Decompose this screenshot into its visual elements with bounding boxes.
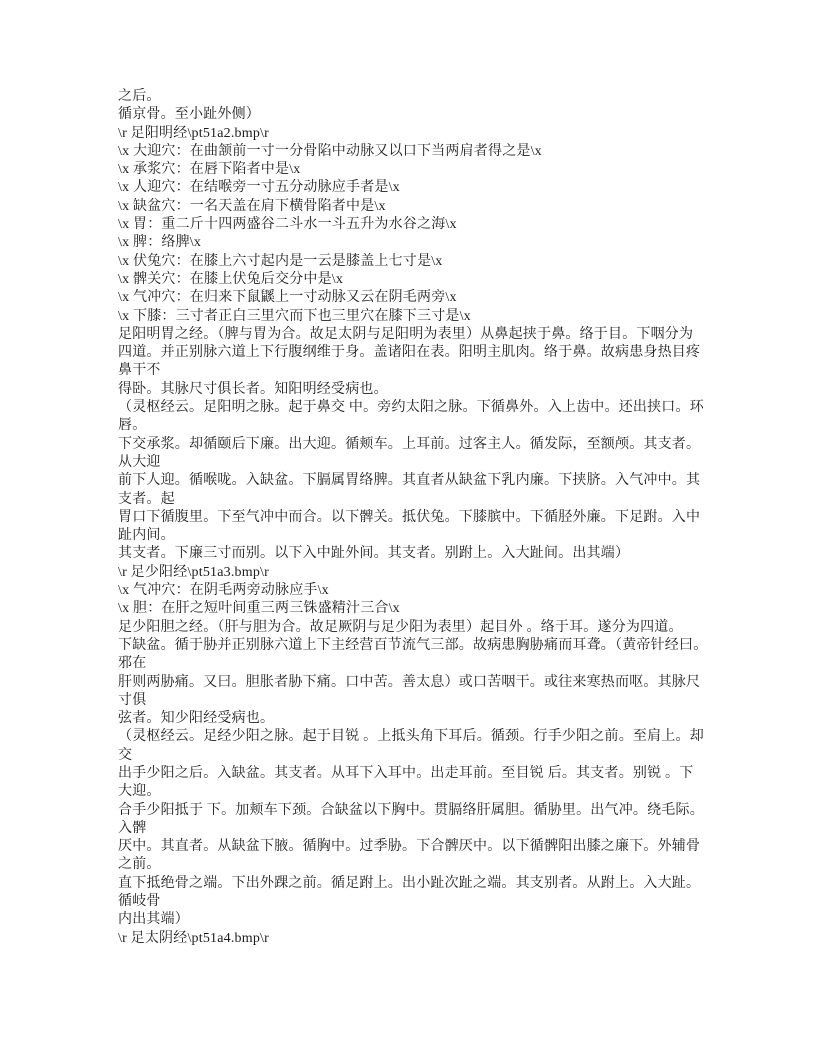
text-line: 下交承浆。却循颐后下廉。出大迎。循颊车。上耳前。过客主人。循发际，至额颅。其支者。 xyxy=(118,436,701,452)
text-line: 出手少阳之后。入缺盆。其支者。从耳下入耳中。出走耳前。至目锐 后。其支者。别锐 。下 xyxy=(118,765,694,781)
text-line: \x 伏兔穴：在膝上六寸起内是一云是膝盖上七寸是\x xyxy=(118,253,443,269)
text-line: 弦者。知少阳经受病也。 xyxy=(118,711,275,727)
text-line: \x 气冲穴：在阴毛两旁动脉应手\x xyxy=(118,583,329,599)
text-line: \x 气冲穴：在归来下鼠鼷上一寸动脉又云在阴毛两旁\x xyxy=(118,290,457,306)
text-line: 大迎。 xyxy=(118,784,161,800)
text-line: \x 髀关穴：在膝上伏兔后交分中是\x xyxy=(118,271,344,287)
text-line: 合手少阳抵于 下。加颊车下颈。合缺盆以下胸中。贯膈络肝属胆。循胁里。出气冲。绕毛际。 xyxy=(118,802,704,818)
text-line: \x 胆：在肝之短叶间重三两三铢盛精汁三合\x xyxy=(118,601,400,617)
text-line: 从大迎 xyxy=(118,454,161,470)
text-line: 之前。 xyxy=(118,857,161,873)
text-line: \r 足少阳经\pt51a3.bmp\r xyxy=(118,564,269,580)
text-line: \x 承浆穴：在唇下陷者中是\x xyxy=(118,162,301,178)
text-line: 足少阳胆之经。（肝与胆为合。故足厥阴与足少阳为表里）起目外 。络于耳。遂分为四道。 xyxy=(118,619,683,635)
text-line: \x 人迎穴：在结喉旁一寸五分动脉应手者是\x xyxy=(118,180,400,196)
text-line: 支者。起 xyxy=(118,491,175,507)
text-line: 唇。 xyxy=(118,418,147,434)
text-line: 肝则两胁痛。又曰。胆胀者胁下痛。口中苦。善太息）或口苦咽干。或往来寒热而呕。其脉尺 xyxy=(118,674,701,690)
text-line: 入髀 xyxy=(118,820,147,836)
text-line: 循京骨。至小趾外侧） xyxy=(118,107,260,123)
text-line: \r 足太阴经\pt51a4.bmp\r xyxy=(118,930,269,946)
text-line: \x 胃：重二斤十四两盛谷二斗水一斗五升为水谷之海\x xyxy=(118,217,457,233)
text-line: （灵枢经云。足阳明之脉。起于鼻交 中。旁约太阳之脉。下循鼻外。入上齿中。还出挟口。环 xyxy=(118,400,704,416)
text-content xyxy=(118,88,758,948)
text-line: 鼻干不 xyxy=(118,363,161,379)
text-line: \x 缺盆穴：一名天盖在肩下横骨陷者中是\x xyxy=(118,198,386,214)
text-line: \x 脾：络脾\x xyxy=(118,235,202,251)
text-line: 足阳明胃之经。（脾与胃为合。故足太阴与足阳明为表里）从鼻起挟于鼻。络于目。下咽分为 xyxy=(118,326,694,342)
text-line: 交 xyxy=(118,747,133,763)
text-line: 循岐骨 xyxy=(118,894,161,910)
text-line: 直下抵绝骨之端。下出外踝之前。循足跗上。出小趾次趾之端。其支别者。从跗上。入大趾。 xyxy=(118,875,701,891)
text-line: 内出其端） xyxy=(118,912,189,928)
text-line: 四道。并正别脉六道上下行腹纲维于身。盖诸阳在表。阳明主肌肉。络于鼻。故病患身热目疼 xyxy=(118,345,701,361)
text-line: 下缺盆。循于胁并正别脉六道上下主经营百节流气三部。故病患胸胁痛而耳聋。（黄帝针经曰。 xyxy=(118,637,708,653)
text-line: 胃口下循腹里。下至气冲中而合。以下髀关。抵伏兔。下膝膑中。下循胫外廉。下足跗。入中 xyxy=(118,509,701,525)
text-line: \x 大迎穴：在曲颔前一寸一分骨陷中动脉又以口下当两肩者得之是\x xyxy=(118,143,542,159)
text-line: 前下人迎。循喉咙。入缺盆。下膈属胃络脾。其直者从缺盆下乳内廉。下挟脐。入气冲中。其 xyxy=(118,473,701,489)
text-line: 趾内间。 xyxy=(118,528,175,544)
text-line: （灵枢经云。足经少阳之脉。起于目锐 。上抵头角下耳后。循颈。行手少阳之前。至肩上。却 xyxy=(118,729,704,745)
text-line: \r 足阳明经\pt51a2.bmp\r xyxy=(118,125,269,141)
text-line: 之后。 xyxy=(118,89,161,104)
text-line: \x 下膝：三寸者正白三里穴而下也三里穴在膝下三寸是\x xyxy=(118,308,471,324)
text-line: 厌中。其直者。从缺盆下腋。循胸中。过季胁。下合髀厌中。以下循髀阳出膝之廉下。外辅骨 xyxy=(118,839,701,855)
text-line: 得卧。其脉尺寸俱长者。知阳明经受病也。 xyxy=(118,381,388,397)
text-line: 邪在 xyxy=(118,656,147,672)
text-line: 其支者。下廉三寸而别。以下入中趾外间。其支者。别跗上。入大趾间。出其端） xyxy=(118,546,630,562)
text-line: 寸俱 xyxy=(118,692,147,708)
